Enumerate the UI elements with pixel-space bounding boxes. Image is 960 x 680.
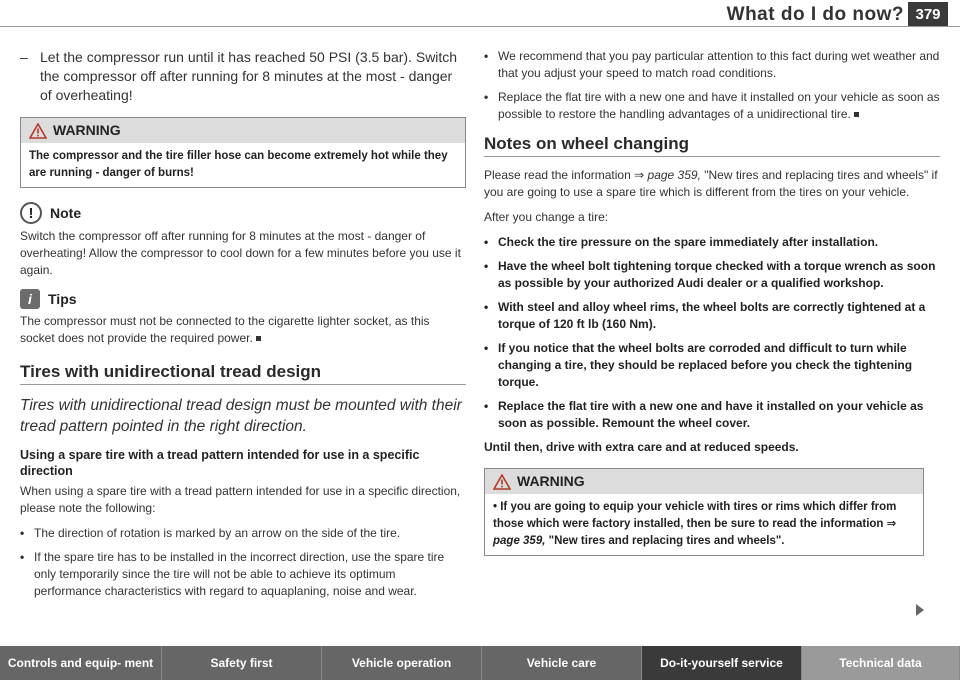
list-item <box>484 340 940 391</box>
bullet-icon: • <box>484 300 489 314</box>
bullet-icon: • <box>484 399 489 413</box>
info-icon: i <box>20 289 40 309</box>
warning-text: The compressor and the tire filler hose can become extremely hot while they are running - danger of burns! <box>29 150 448 179</box>
page-reference-link[interactable]: page 359, <box>493 535 546 547</box>
note-label: Note <box>50 204 82 221</box>
list-item-text: Replace the flat tire with a new one and have it installed on your vehicle as soon as possible to restore the handling advantages of a unidirectional tire. <box>498 90 940 121</box>
list-item <box>484 89 940 123</box>
arrow-right-icon: ⇒ <box>886 518 897 530</box>
intro-text: Please read the information <box>484 168 631 182</box>
section-paragraph: When using a spare tire with a tread pattern intended for use in a specific direction, please note the following: <box>20 484 461 515</box>
tab-vehicle-operation[interactable]: Vehicle operation <box>322 646 482 680</box>
list-item-text: Have the wheel bolt tightening torque checked with a torque wrench as soon as possible by your authorized Audi dealer or a qualified workshop. <box>498 259 936 290</box>
chapter-nav <box>0 646 960 680</box>
warning-triangle-icon <box>29 123 47 139</box>
list-item-text: The direction of rotation is marked by an arrow on the side of the tire. <box>34 526 401 540</box>
right-column <box>484 48 940 570</box>
tab-controls-and-equipment[interactable]: Controls and equip- ment <box>0 646 162 680</box>
tab-do-it-yourself-service[interactable]: Do-it-yourself service <box>642 646 802 680</box>
end-square-icon <box>854 112 859 117</box>
bullet-icon: • <box>20 550 25 564</box>
warning-label: WARNING <box>517 473 585 489</box>
arrow-right-icon: ⇒ <box>634 168 645 182</box>
list-item <box>484 234 940 251</box>
warning-text-end: "New tires and replacing tires and wheels". <box>548 535 785 547</box>
warning-header <box>21 118 465 143</box>
section-intro: Tires with unidirectional tread design must be mounted with their tread pattern pointed in the right direction. <box>20 397 462 435</box>
dash-marker: – <box>20 49 28 65</box>
left-column <box>20 48 466 607</box>
list-item-text: Replace the flat tire with a new one and have it installed on your vehicle as soon as possible. Remount the wheel cover. <box>498 399 924 430</box>
list-item-text: If you notice that the wheel bolts are corroded and difficult to turn while changing a tire, they should be replaced before you check the tightening torque. <box>498 341 913 389</box>
subheading: Using a spare tire with a tread pattern intended for use in a specific direction <box>20 448 420 478</box>
page-number: 379 <box>908 2 948 26</box>
page-reference-link[interactable]: page 359, <box>647 168 701 182</box>
tab-technical-data[interactable]: Technical data <box>802 646 960 680</box>
tips-text: The compressor must not be connected to the cigarette lighter socket, as this socket does not provide the required power. <box>20 314 430 345</box>
wheel-intro <box>484 167 940 201</box>
warning-text-start: If you are going to equip your vehicle with tires or rims which differ from those which were factory installed, then be sure to read the information <box>493 501 897 530</box>
tips-label: Tips <box>48 290 77 307</box>
section-title-wheel-changing: Notes on wheel changing <box>484 135 940 157</box>
list-item-text: With steel and alloy wheel rims, the wheel bolts are correctly tightened at a torque of 120 ft lb (160 Nm). <box>498 300 926 331</box>
end-square-icon <box>256 336 261 341</box>
list-item-text: We recommend that you pay particular attention to this fact during wet weather and that you adjust your speed to match road conditions. <box>498 49 940 80</box>
tips-header <box>20 289 466 309</box>
tips-paragraph <box>20 313 466 347</box>
bullet-icon: • <box>484 90 489 104</box>
instruction-step <box>20 48 466 105</box>
note-header <box>20 202 466 224</box>
bullet-icon: • <box>484 259 489 273</box>
bullet-icon: • <box>484 235 489 249</box>
exclamation-circle-icon: ! <box>20 202 42 224</box>
tab-vehicle-care[interactable]: Vehicle care <box>482 646 642 680</box>
bullet-icon: • <box>484 49 489 63</box>
warning-label: WARNING <box>53 122 121 138</box>
warning-header <box>485 469 923 494</box>
instruction-text: Let the compressor run until it has reached 50 PSI (3.5 bar). Switch the compressor off after running for 8 minutes at the most - danger of overheating! <box>40 49 458 103</box>
list-item-content <box>498 89 940 123</box>
section-title-unidirectional: Tires with unidirectional tread design <box>20 363 466 385</box>
list-item-text: If the spare tire has to be installed in the incorrect direction, use the spare tire only temporarily since the tire will not be able to achieve its optimum performance characteristics with regard to aquaplaning, noise and wear. <box>34 550 445 598</box>
list-item <box>484 398 940 432</box>
list-item <box>484 48 940 82</box>
bullet-icon: • <box>484 341 489 355</box>
warning-triangle-icon <box>493 474 511 490</box>
list-item <box>484 299 940 333</box>
after-change-label: After you change a tire: <box>484 210 609 224</box>
warning-box <box>484 468 924 556</box>
list-item <box>484 258 940 292</box>
page-header-title: What do I do now? <box>726 4 904 25</box>
until-then-text: Until then, drive with extra care and at reduced speeds. <box>484 440 799 454</box>
list-item <box>20 549 466 600</box>
warning-text <box>485 494 923 555</box>
tab-safety-first[interactable]: Safety first <box>162 646 322 680</box>
continue-arrow-icon <box>916 604 924 616</box>
bullet-icon: • <box>493 501 501 513</box>
list-item <box>20 525 466 542</box>
note-text: Switch the compressor off after running for 8 minutes at the most - danger of overheating! Allow the compressor to cool down for a few minutes before you use it again. <box>20 229 461 277</box>
warning-box <box>20 117 466 188</box>
bullet-icon: • <box>20 526 25 540</box>
list-item-text: Check the tire pressure on the spare immediately after installation. <box>498 235 879 249</box>
intro-text-continued: "New tires and replacing tires and wheels" if you are going to use a spare tire which is different from the tires on your vehicle. <box>484 168 938 199</box>
header-rule <box>0 26 960 27</box>
